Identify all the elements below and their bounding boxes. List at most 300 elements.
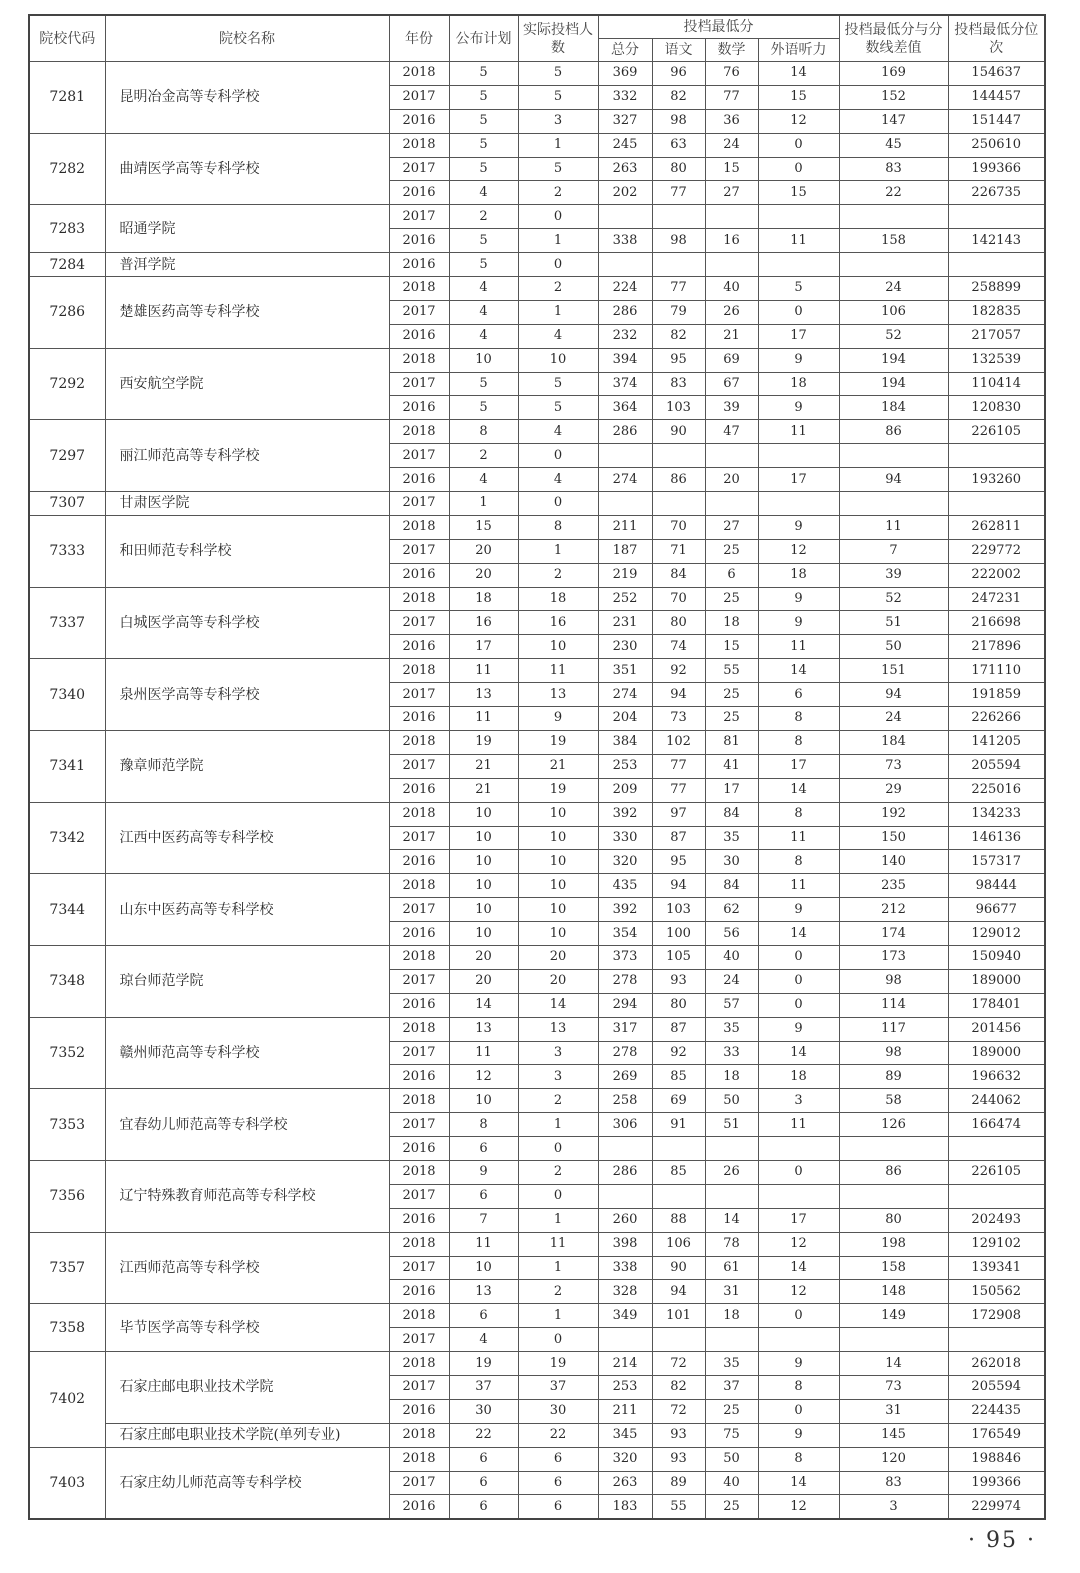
rank-cell: 262018 <box>948 1352 1045 1376</box>
table-row <box>29 1423 1045 1447</box>
school-name: 昆明冶金高等专科学校 <box>105 62 389 134</box>
plan-cell: 14 <box>449 993 518 1017</box>
plan-cell: 11 <box>449 707 518 731</box>
math-cell: 18 <box>705 611 758 635</box>
chinese-cell: 84 <box>652 563 705 587</box>
rank-cell: 226105 <box>948 420 1045 444</box>
diff-cell: 52 <box>839 587 948 611</box>
actual-cell: 10 <box>518 802 598 826</box>
actual-cell: 1 <box>518 300 598 324</box>
year-cell: 2018 <box>389 659 449 683</box>
rank-cell: 171110 <box>948 659 1045 683</box>
math-cell: 62 <box>705 898 758 922</box>
year-cell: 2016 <box>389 109 449 133</box>
total-cell: 253 <box>598 1375 652 1399</box>
rank-cell: 222002 <box>948 563 1045 587</box>
year-cell: 2018 <box>389 1089 449 1113</box>
math-cell: 47 <box>705 420 758 444</box>
plan-cell: 15 <box>449 515 518 539</box>
table-row <box>29 1160 1045 1184</box>
diff-cell: 11 <box>839 515 948 539</box>
diff-cell: 114 <box>839 993 948 1017</box>
diff-cell: 58 <box>839 1089 948 1113</box>
school-name: 普洱学院 <box>105 253 389 277</box>
rank-cell: 139341 <box>948 1256 1045 1280</box>
plan-cell: 1 <box>449 492 518 516</box>
table-row <box>29 133 1045 157</box>
plan-cell: 10 <box>449 850 518 874</box>
actual-cell: 0 <box>518 492 598 516</box>
year-cell: 2018 <box>389 348 449 372</box>
chinese-cell: 70 <box>652 515 705 539</box>
total-cell: 338 <box>598 229 652 253</box>
year-cell: 2017 <box>389 754 449 778</box>
actual-cell: 1 <box>518 229 598 253</box>
school-code: 7358 <box>29 1304 105 1352</box>
rank-cell <box>948 492 1045 516</box>
diff-cell: 106 <box>839 300 948 324</box>
header-name: 院校名称 <box>105 15 389 62</box>
diff-cell: 73 <box>839 754 948 778</box>
rank-cell: 144457 <box>948 85 1045 109</box>
year-cell: 2016 <box>389 229 449 253</box>
year-cell: 2016 <box>389 635 449 659</box>
math-cell: 18 <box>705 1304 758 1328</box>
chinese-cell: 98 <box>652 109 705 133</box>
school-name: 赣州师范高等专科学校 <box>105 1017 389 1089</box>
table-row <box>29 348 1045 372</box>
total-cell: 294 <box>598 993 652 1017</box>
chinese-cell: 87 <box>652 826 705 850</box>
chinese-cell: 91 <box>652 1113 705 1137</box>
actual-cell: 10 <box>518 826 598 850</box>
total-cell: 187 <box>598 539 652 563</box>
plan-cell: 10 <box>449 348 518 372</box>
actual-cell: 2 <box>518 277 598 301</box>
header-min-score-group: 投档最低分 <box>598 15 839 39</box>
year-cell: 2018 <box>389 1352 449 1376</box>
plan-cell: 10 <box>449 826 518 850</box>
total-cell: 317 <box>598 1017 652 1041</box>
year-cell: 2017 <box>389 611 449 635</box>
actual-cell: 0 <box>518 253 598 277</box>
foreign-cell: 3 <box>758 1089 839 1113</box>
year-cell: 2017 <box>389 205 449 229</box>
year-cell: 2016 <box>389 850 449 874</box>
actual-cell: 6 <box>518 1471 598 1495</box>
plan-cell: 13 <box>449 1280 518 1304</box>
year-cell: 2016 <box>389 468 449 492</box>
table-row <box>29 277 1045 301</box>
math-cell: 25 <box>705 1495 758 1519</box>
school-code: 7292 <box>29 348 105 420</box>
actual-cell: 2 <box>518 1280 598 1304</box>
year-cell: 2018 <box>389 1423 449 1447</box>
foreign-cell: 0 <box>758 157 839 181</box>
year-cell: 2018 <box>389 1160 449 1184</box>
school-code: 7333 <box>29 515 105 587</box>
math-cell: 78 <box>705 1232 758 1256</box>
foreign-cell: 11 <box>758 1113 839 1137</box>
plan-cell: 22 <box>449 1423 518 1447</box>
header-rank: 投档最低分位次 <box>948 15 1045 62</box>
rank-cell: 151447 <box>948 109 1045 133</box>
plan-cell: 2 <box>449 205 518 229</box>
school-code: 7357 <box>29 1232 105 1304</box>
plan-cell: 30 <box>449 1399 518 1423</box>
rank-cell: 176549 <box>948 1423 1045 1447</box>
total-cell: 332 <box>598 85 652 109</box>
diff-cell: 94 <box>839 683 948 707</box>
year-cell: 2017 <box>389 539 449 563</box>
math-cell: 35 <box>705 1352 758 1376</box>
plan-cell: 4 <box>449 181 518 205</box>
diff-cell: 94 <box>839 468 948 492</box>
chinese-cell: 93 <box>652 1447 705 1471</box>
rank-cell: 166474 <box>948 1113 1045 1137</box>
actual-cell: 0 <box>518 1328 598 1352</box>
plan-cell: 10 <box>449 1256 518 1280</box>
rank-cell: 154637 <box>948 62 1045 86</box>
school-name: 曲靖医学高等专科学校 <box>105 133 389 205</box>
plan-cell: 8 <box>449 1113 518 1137</box>
actual-cell: 10 <box>518 898 598 922</box>
school-code: 7403 <box>29 1447 105 1519</box>
total-cell: 211 <box>598 1399 652 1423</box>
diff-cell: 126 <box>839 1113 948 1137</box>
chinese-cell: 106 <box>652 1232 705 1256</box>
plan-cell: 19 <box>449 1352 518 1376</box>
plan-cell: 20 <box>449 945 518 969</box>
foreign-cell <box>758 492 839 516</box>
rank-cell: 132539 <box>948 348 1045 372</box>
school-name: 白城医学高等专科学校 <box>105 587 389 659</box>
rank-cell: 98444 <box>948 874 1045 898</box>
year-cell: 2018 <box>389 1017 449 1041</box>
year-cell: 2016 <box>389 1399 449 1423</box>
school-code: 7348 <box>29 945 105 1017</box>
rank-cell: 150940 <box>948 945 1045 969</box>
diff-cell: 174 <box>839 922 948 946</box>
total-cell: 252 <box>598 587 652 611</box>
year-cell: 2016 <box>389 993 449 1017</box>
school-code: 7284 <box>29 253 105 277</box>
school-code: 7341 <box>29 730 105 802</box>
actual-cell: 16 <box>518 611 598 635</box>
rank-cell: 198846 <box>948 1447 1045 1471</box>
diff-cell: 24 <box>839 707 948 731</box>
foreign-cell: 11 <box>758 826 839 850</box>
admission-score-table <box>28 14 1046 1520</box>
table-row <box>29 874 1045 898</box>
table-row <box>29 1304 1045 1328</box>
chinese-cell: 94 <box>652 683 705 707</box>
table-row <box>29 1089 1045 1113</box>
math-cell: 15 <box>705 635 758 659</box>
school-name: 丽江师范高等专科学校 <box>105 420 389 492</box>
actual-cell: 5 <box>518 372 598 396</box>
foreign-cell: 8 <box>758 1447 839 1471</box>
total-cell <box>598 1137 652 1161</box>
year-cell: 2016 <box>389 778 449 802</box>
diff-cell: 31 <box>839 1399 948 1423</box>
school-code: 7352 <box>29 1017 105 1089</box>
diff-cell <box>839 444 948 468</box>
rank-cell: 226735 <box>948 181 1045 205</box>
chinese-cell: 85 <box>652 1065 705 1089</box>
foreign-cell: 0 <box>758 1304 839 1328</box>
chinese-cell: 77 <box>652 277 705 301</box>
table-body <box>29 62 1045 1520</box>
plan-cell: 5 <box>449 133 518 157</box>
actual-cell: 37 <box>518 1375 598 1399</box>
plan-cell: 21 <box>449 754 518 778</box>
plan-cell: 5 <box>449 396 518 420</box>
actual-cell: 2 <box>518 1089 598 1113</box>
plan-cell: 7 <box>449 1208 518 1232</box>
foreign-cell: 17 <box>758 754 839 778</box>
plan-cell: 8 <box>449 420 518 444</box>
plan-cell: 11 <box>449 1232 518 1256</box>
math-cell: 36 <box>705 109 758 133</box>
math-cell <box>705 492 758 516</box>
actual-cell: 14 <box>518 993 598 1017</box>
rank-cell: 120830 <box>948 396 1045 420</box>
school-code: 7340 <box>29 659 105 731</box>
school-code: 7353 <box>29 1089 105 1161</box>
math-cell: 39 <box>705 396 758 420</box>
math-cell: 35 <box>705 826 758 850</box>
total-cell: 351 <box>598 659 652 683</box>
year-cell: 2018 <box>389 133 449 157</box>
school-code: 7307 <box>29 492 105 516</box>
year-cell: 2016 <box>389 396 449 420</box>
plan-cell: 12 <box>449 1065 518 1089</box>
foreign-cell: 9 <box>758 396 839 420</box>
math-cell: 76 <box>705 62 758 86</box>
chinese-cell: 103 <box>652 898 705 922</box>
foreign-cell: 18 <box>758 1065 839 1089</box>
foreign-cell: 9 <box>758 1423 839 1447</box>
rank-cell: 226105 <box>948 1160 1045 1184</box>
school-code: 7281 <box>29 62 105 134</box>
actual-cell: 10 <box>518 922 598 946</box>
foreign-cell: 8 <box>758 850 839 874</box>
chinese-cell: 90 <box>652 1256 705 1280</box>
total-cell: 219 <box>598 563 652 587</box>
foreign-cell: 9 <box>758 1352 839 1376</box>
foreign-cell: 14 <box>758 922 839 946</box>
chinese-cell: 55 <box>652 1495 705 1519</box>
math-cell: 77 <box>705 85 758 109</box>
foreign-cell: 12 <box>758 1280 839 1304</box>
year-cell: 2018 <box>389 945 449 969</box>
plan-cell: 6 <box>449 1184 518 1208</box>
diff-cell: 117 <box>839 1017 948 1041</box>
total-cell: 211 <box>598 515 652 539</box>
total-cell: 349 <box>598 1304 652 1328</box>
rank-cell: 247231 <box>948 587 1045 611</box>
year-cell: 2017 <box>389 1256 449 1280</box>
table-row <box>29 1447 1045 1471</box>
foreign-cell: 0 <box>758 133 839 157</box>
rank-cell: 134233 <box>948 802 1045 826</box>
actual-cell: 5 <box>518 157 598 181</box>
chinese-cell: 82 <box>652 324 705 348</box>
foreign-cell: 12 <box>758 1232 839 1256</box>
diff-cell: 169 <box>839 62 948 86</box>
year-cell: 2018 <box>389 802 449 826</box>
actual-cell: 3 <box>518 1065 598 1089</box>
foreign-cell: 0 <box>758 969 839 993</box>
plan-cell: 21 <box>449 778 518 802</box>
plan-cell: 6 <box>449 1304 518 1328</box>
actual-cell: 4 <box>518 468 598 492</box>
foreign-cell: 14 <box>758 62 839 86</box>
total-cell: 354 <box>598 922 652 946</box>
rank-cell: 189000 <box>948 1041 1045 1065</box>
rank-cell: 217057 <box>948 324 1045 348</box>
plan-cell: 16 <box>449 611 518 635</box>
chinese-cell: 92 <box>652 659 705 683</box>
total-cell: 330 <box>598 826 652 850</box>
actual-cell: 1 <box>518 1208 598 1232</box>
chinese-cell: 88 <box>652 1208 705 1232</box>
foreign-cell <box>758 1184 839 1208</box>
chinese-cell: 97 <box>652 802 705 826</box>
header-year: 年份 <box>389 15 449 62</box>
total-cell: 260 <box>598 1208 652 1232</box>
rank-cell: 244062 <box>948 1089 1045 1113</box>
math-cell: 21 <box>705 324 758 348</box>
rank-cell: 258899 <box>948 277 1045 301</box>
diff-cell: 235 <box>839 874 948 898</box>
rank-cell: 205594 <box>948 1375 1045 1399</box>
math-cell: 26 <box>705 1160 758 1184</box>
actual-cell: 11 <box>518 1232 598 1256</box>
foreign-cell: 9 <box>758 348 839 372</box>
rank-cell: 202493 <box>948 1208 1045 1232</box>
rank-cell: 262811 <box>948 515 1045 539</box>
plan-cell: 6 <box>449 1447 518 1471</box>
year-cell: 2016 <box>389 1280 449 1304</box>
actual-cell: 0 <box>518 1137 598 1161</box>
total-cell <box>598 492 652 516</box>
foreign-cell: 0 <box>758 993 839 1017</box>
year-cell: 2017 <box>389 683 449 707</box>
plan-cell: 4 <box>449 300 518 324</box>
table-row <box>29 1017 1045 1041</box>
school-name: 和田师范专科学校 <box>105 515 389 587</box>
math-cell: 25 <box>705 1399 758 1423</box>
math-cell <box>705 253 758 277</box>
diff-cell: 194 <box>839 348 948 372</box>
total-cell: 392 <box>598 802 652 826</box>
chinese-cell: 93 <box>652 1423 705 1447</box>
chinese-cell <box>652 1137 705 1161</box>
foreign-cell: 0 <box>758 1399 839 1423</box>
actual-cell: 10 <box>518 635 598 659</box>
diff-cell: 52 <box>839 324 948 348</box>
actual-cell: 10 <box>518 850 598 874</box>
chinese-cell: 98 <box>652 229 705 253</box>
total-cell: 202 <box>598 181 652 205</box>
chinese-cell: 95 <box>652 348 705 372</box>
school-code: 7283 <box>29 205 105 253</box>
table-row <box>29 945 1045 969</box>
total-cell: 320 <box>598 850 652 874</box>
diff-cell: 39 <box>839 563 948 587</box>
plan-cell: 11 <box>449 659 518 683</box>
total-cell: 345 <box>598 1423 652 1447</box>
math-cell: 56 <box>705 922 758 946</box>
rank-cell: 250610 <box>948 133 1045 157</box>
chinese-cell <box>652 253 705 277</box>
year-cell: 2017 <box>389 492 449 516</box>
math-cell: 41 <box>705 754 758 778</box>
school-name: 石家庄邮电职业技术学院(单列专业) <box>105 1423 389 1447</box>
year-cell: 2016 <box>389 1065 449 1089</box>
math-cell: 16 <box>705 229 758 253</box>
math-cell: 24 <box>705 969 758 993</box>
total-cell <box>598 444 652 468</box>
diff-cell: 212 <box>839 898 948 922</box>
diff-cell <box>839 1184 948 1208</box>
rank-cell: 217896 <box>948 635 1045 659</box>
total-cell: 278 <box>598 1041 652 1065</box>
actual-cell: 1 <box>518 1256 598 1280</box>
foreign-cell: 0 <box>758 300 839 324</box>
math-cell: 55 <box>705 659 758 683</box>
school-code: 7337 <box>29 587 105 659</box>
school-name: 甘肃医学院 <box>105 492 389 516</box>
math-cell <box>705 1184 758 1208</box>
school-name: 辽宁特殊教育师范高等专科学校 <box>105 1160 389 1232</box>
actual-cell: 1 <box>518 1304 598 1328</box>
diff-cell: 22 <box>839 181 948 205</box>
actual-cell: 3 <box>518 1041 598 1065</box>
foreign-cell: 9 <box>758 1017 839 1041</box>
chinese-cell <box>652 444 705 468</box>
table-row <box>29 802 1045 826</box>
total-cell: 278 <box>598 969 652 993</box>
diff-cell: 158 <box>839 1256 948 1280</box>
actual-cell: 1 <box>518 1113 598 1137</box>
math-cell: 84 <box>705 802 758 826</box>
rank-cell <box>948 1137 1045 1161</box>
total-cell: 286 <box>598 300 652 324</box>
header-plan: 公布计划 <box>449 15 518 62</box>
year-cell: 2017 <box>389 969 449 993</box>
diff-cell: 29 <box>839 778 948 802</box>
foreign-cell: 14 <box>758 659 839 683</box>
year-cell: 2016 <box>389 1495 449 1519</box>
foreign-cell <box>758 444 839 468</box>
math-cell: 84 <box>705 874 758 898</box>
foreign-cell: 0 <box>758 945 839 969</box>
total-cell: 274 <box>598 468 652 492</box>
diff-cell: 149 <box>839 1304 948 1328</box>
year-cell: 2017 <box>389 444 449 468</box>
total-cell: 286 <box>598 420 652 444</box>
year-cell: 2016 <box>389 181 449 205</box>
year-cell: 2018 <box>389 1304 449 1328</box>
total-cell: 263 <box>598 157 652 181</box>
foreign-cell: 18 <box>758 372 839 396</box>
chinese-cell: 80 <box>652 611 705 635</box>
foreign-cell: 9 <box>758 611 839 635</box>
total-cell: 398 <box>598 1232 652 1256</box>
